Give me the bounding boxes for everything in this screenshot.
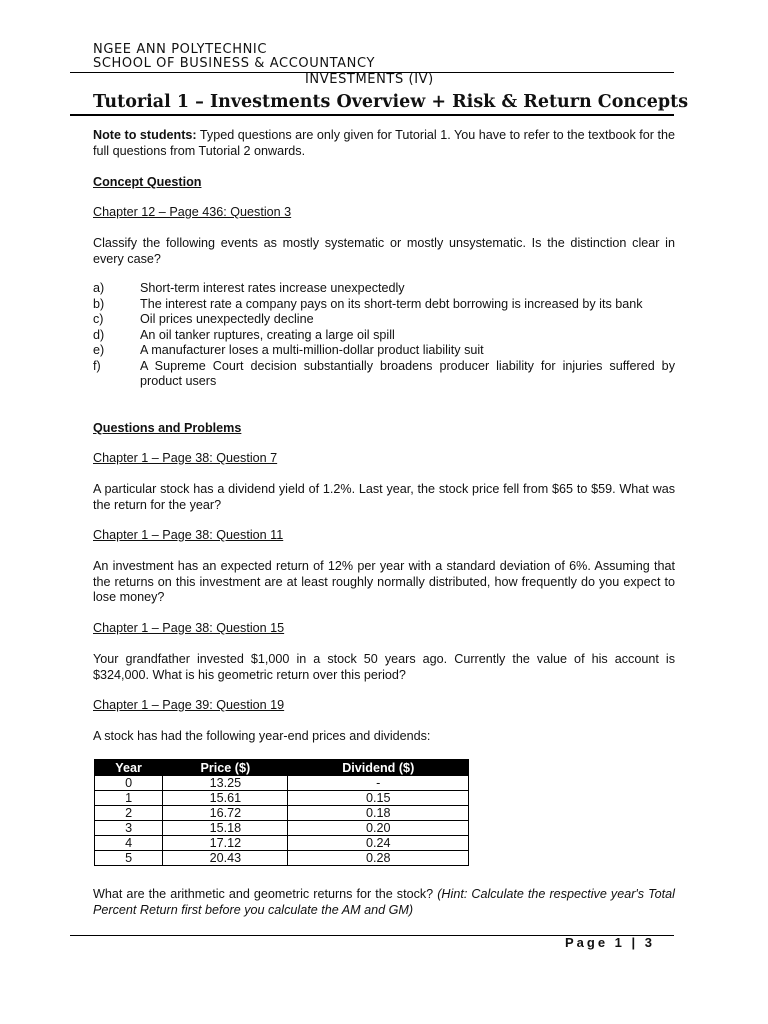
- q4-question-text: What are the arithmetic and geometric returns for the stock?: [93, 887, 438, 901]
- table-cell: 17.12: [163, 836, 288, 851]
- column-header-price: Price ($): [163, 760, 288, 776]
- table-cell: 2: [95, 806, 163, 821]
- event-list: [93, 281, 675, 390]
- page-title: Tutorial 1 – Investments Overview + Risk & Return Concepts: [93, 92, 689, 112]
- table-cell: 20.43: [163, 851, 288, 866]
- table-cell: 0.20: [288, 821, 469, 836]
- table-row: [95, 791, 469, 806]
- table-cell: 0.28: [288, 851, 469, 866]
- problems-heading: Questions and Problems: [93, 421, 242, 435]
- note-label: Note to students:: [93, 128, 197, 142]
- q4-reference: Chapter 1 – Page 39: Question 19: [93, 698, 285, 712]
- table-row: [95, 836, 469, 851]
- table-row: [95, 851, 469, 866]
- table-cell: 15.18: [163, 821, 288, 836]
- table-row: [95, 776, 469, 791]
- q1-text: A particular stock has a dividend yield of 1.2%. Last year, the stock price fell from $65 to $59. What was the return for the year?: [93, 482, 675, 512]
- table-cell: 0.15: [288, 791, 469, 806]
- table-cell: 0.18: [288, 806, 469, 821]
- q4-text: A stock has had the following year-end prices and dividends:: [93, 729, 431, 743]
- q2-reference: Chapter 1 – Page 38: Question 11: [93, 528, 284, 542]
- table-cell: 13.25: [163, 776, 288, 791]
- table-cell: 1: [95, 791, 163, 806]
- note-paragraph: [93, 128, 675, 159]
- title-divider: [70, 114, 674, 116]
- q2-text: An investment has an expected return of 12% per year with a standard deviation of 6%. Assuming that the returns on this investment are at least roughly normally distributed, how frequently do you expect to lose money?: [93, 559, 675, 604]
- column-header-dividend: Dividend ($): [288, 760, 469, 776]
- concept-question: Classify the following events as mostly systematic or mostly unsystematic. Is the distinction clear in every case?: [93, 236, 675, 266]
- list-item: d) An oil tanker ruptures, creating a large oil spill: [93, 327, 395, 342]
- list-item: e) A manufacturer loses a multi-million-dollar product liability suit: [93, 343, 484, 357]
- note-text: Typed questions are only given for Tutorial 1. You have to refer to the textbook for the full questions from Tutorial 2 onwards.: [93, 128, 676, 158]
- list-item: b) The interest rate a company pays on its short-term debt borrowing is increased by its bank: [93, 296, 643, 311]
- table-cell: 15.61: [163, 791, 288, 806]
- price-dividend-table: [94, 759, 469, 866]
- q4-question: [93, 887, 675, 918]
- table-cell: 0: [95, 776, 163, 791]
- table-cell: 16.72: [163, 806, 288, 821]
- concept-reference: Chapter 12 – Page 436: Question 3: [93, 205, 292, 219]
- institution-name: NGEE ANN POLYTECHNIC: [93, 42, 268, 57]
- table-row: [95, 806, 469, 821]
- column-header-year: Year: [95, 760, 163, 776]
- table-cell: 5: [95, 851, 163, 866]
- page-number: Page 1 | 3: [565, 935, 656, 950]
- q3-text: Your grandfather invested $1,000 in a stock 50 years ago. Currently the value of his account is $324,000. What is his geometric return over this period?: [93, 652, 675, 682]
- table-cell: 3: [95, 821, 163, 836]
- table-cell: -: [288, 776, 469, 791]
- table-cell: 0.24: [288, 836, 469, 851]
- module-name: INVESTMENTS (IV): [305, 72, 434, 87]
- list-item: f) A Supreme Court decision substantially broadens producer liability for injuries suffered by product users: [93, 358, 675, 388]
- table-cell: 4: [95, 836, 163, 851]
- q3-reference: Chapter 1 – Page 38: Question 15: [93, 621, 285, 635]
- table-row: [95, 821, 469, 836]
- school-name: SCHOOL OF BUSINESS & ACCOUNTANCY: [93, 56, 375, 71]
- table-header-row: [95, 760, 469, 776]
- list-item: c) Oil prices unexpectedly decline: [93, 312, 314, 326]
- q1-reference: Chapter 1 – Page 38: Question 7: [93, 451, 278, 465]
- list-item: a) Short-term interest rates increase unexpectedly: [93, 281, 405, 295]
- q4-hint: (Hint: Calculate the respective year's Total Percent Return first before you calculate the AM and GM): [93, 887, 675, 917]
- concept-heading: Concept Question: [93, 175, 202, 189]
